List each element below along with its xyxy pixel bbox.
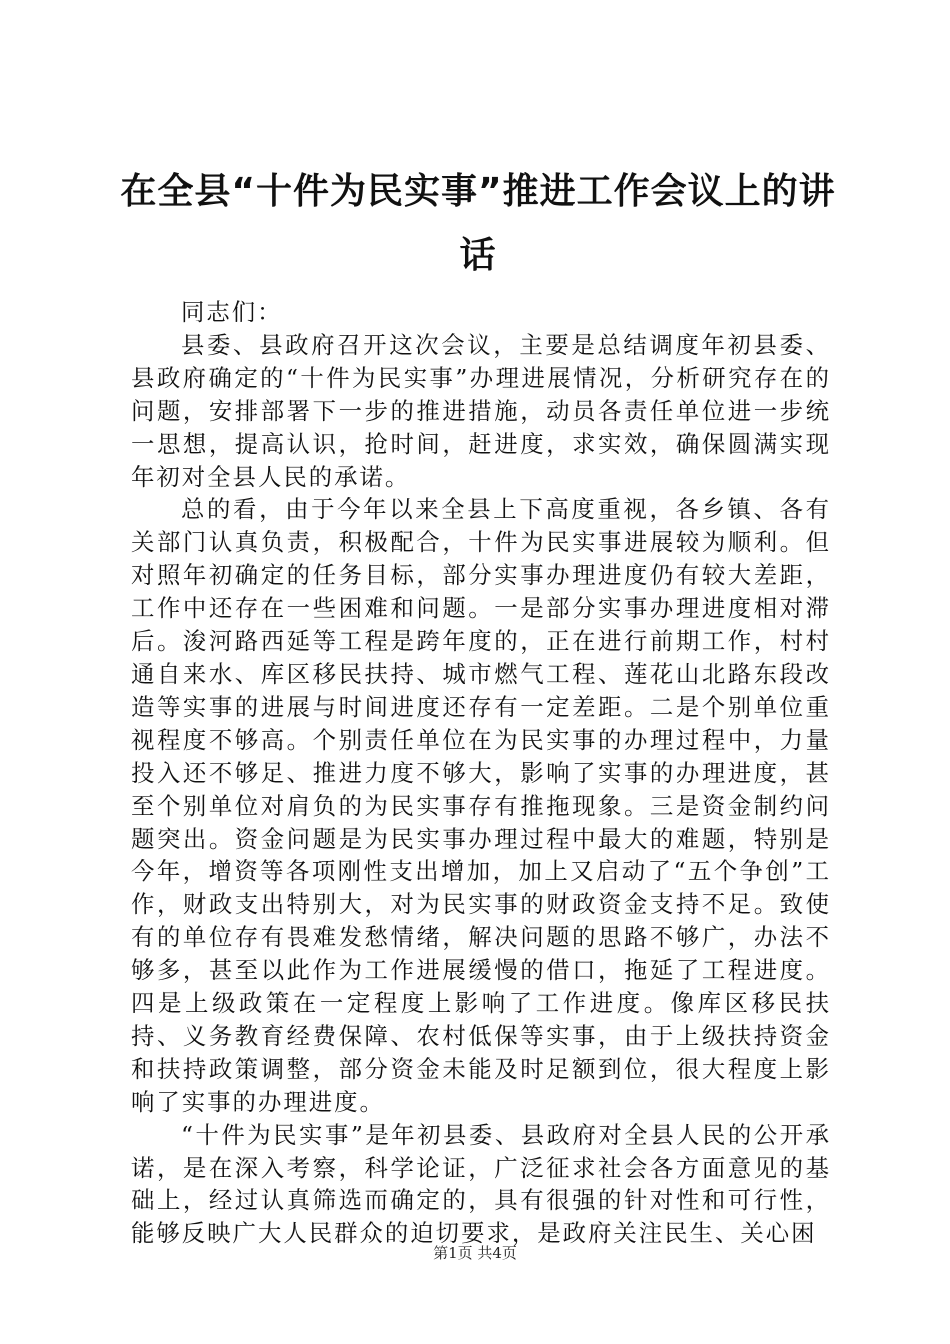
document-body — [131, 296, 831, 1250]
salutation: 同志们： — [181, 298, 283, 326]
paragraph: 总的看，由于今年以来全县上下高度重视，各乡镇、各有关部门认真负责，积极配合，十件为民实事进展较为顺利。但对照年初确定的任务目标，部分实事办理进度仍有较大差距，工作中还存在一些困难和问题。一是部分实事办理进度相对滞后。浚河路西延等工程是跨年度的，正在进行前期工作，村村通自来水、库区移民扶持、城市燃气工程、莲花山北路东段改造等实事的进展与时间进度还存有一定差距。二是个别单位重视程度不够高。个别责任单位在为民实事的办理过程中，力量投入还不够足、推进力度不够大，影响了实事的办理进度，甚至个别单位对肩负的为民实事存有推拖现象。三是资金制约问题突出。资金问题是为民实事办理过程中最大的难题，特别是今年，增资等各项刚性支出增加，加上又启动了“五个争创”工作，财政支出特别大，对为民实事的财政资金支持不足。致使有的单位存有畏难发愁情绪，解决问题的思路不够广，办法不够多，甚至以此作为工作进展缓慢的借口，拖延了工程进度。四是上级政策在一定程度上影响了工作进度。像库区移民扶持、义务教育经费保障、农村低保等实事，由于上级扶持资金和扶持政策调整，部分资金未能及时足额到位，很大程度上影响了实事的办理进度。 — [131, 495, 831, 1116]
document-title: 在全县“十件为民实事”推进工作会议上的讲话 — [120, 171, 836, 276]
page-number-footer: 第1页 共4页 — [433, 1244, 517, 1262]
paragraph: “十件为民实事”是年初县委、县政府对全县人民的公开承诺，是在深入考察，科学论证，广泛征求社会各方面意见的基础上，经过认真筛选而确定的，具有很强的针对性和可行性，能够反映广大人民群众的迫切要求，是政府关注民生、关心困 — [131, 1120, 831, 1248]
paragraph: 县委、县政府召开这次会议，主要是总结调度年初县委、县政府确定的“十件为民实事”办理进展情况，分析研究存在的问题，安排部署下一步的推进措施，动员各责任单位进一步统一思想，提高认识，抢时间，赶进度，求实效，确保圆满实现年初对全县人民的承诺。 — [131, 330, 831, 491]
